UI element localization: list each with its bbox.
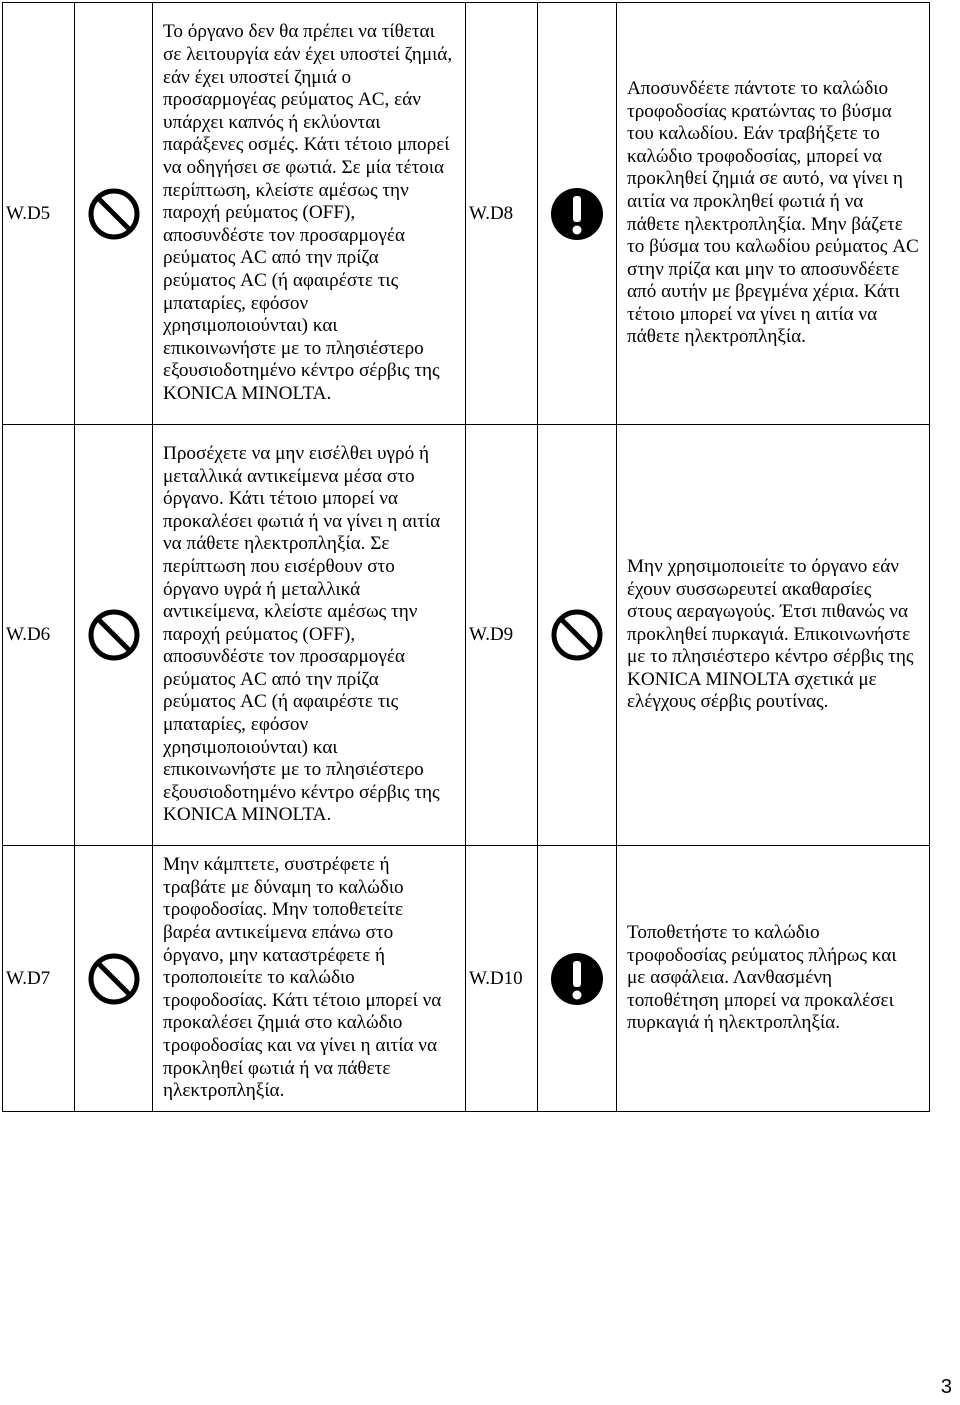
warning-text: Τοποθετήστε το καλώδιο τροφοδοσίας ρεύματος πλήρως και με ασφάλεια. Λανθασμένη τοποθέτηση μπορεί να προκαλέσει πυρκαγιά ή ηλεκτροπληξία. — [617, 846, 930, 1112]
prohibition-icon — [75, 3, 153, 425]
warning-code: W.D7 — [3, 846, 75, 1112]
warning-code: W.D6 — [3, 425, 75, 846]
warning-code: W.D10 — [466, 846, 538, 1112]
prohibition-icon — [75, 846, 153, 1112]
table-row — [3, 425, 930, 846]
warning-text: Μην χρησιμοποιείτε το όργανο εάν έχουν συσσωρευτεί ακαθαρσίες στους αεραγωγούς. Έτσι πιθανώς να προκληθεί πυρκαγιά. Επικοινωνήστε με το πλησιέστερο κέντρο σέρβις της KONICA MINOLTA σχετικά με ελέγχους σέρβις ρουτίνας. — [617, 425, 930, 846]
mandatory-action-icon — [538, 846, 617, 1112]
prohibition-icon — [538, 425, 617, 846]
warning-text: Προσέχετε να μην εισέλθει υγρό ή μεταλλικά αντικείμενα μέσα στο όργανο. Κάτι τέτοιο μπορεί να προκαλέσει φωτιά ή να γίνει η αιτία να πάθετε ηλεκτροπληξία. Σε περίπτωση που εισέρθουν στο όργανο υγρά ή μεταλλικά αντικείμενα, κλείστε αμέσως την παροχή ρεύματος (OFF), αποσυνδέστε τον προσαρμογέα ρεύματος AC από την πρίζα ρεύματος AC (ή αφαιρέστε τις μπαταρίες, εφόσον χρησιμοποιούνται) και επικοινωνήστε με το πλησιέστερο εξουσιοδοτημένο κέντρο σέρβις της KONICA MINOLTA. — [153, 425, 466, 846]
table-row — [3, 3, 930, 425]
warning-code: W.D9 — [466, 425, 538, 846]
warnings-table — [2, 2, 930, 1112]
warning-text: Μην κάμπτετε, συστρέφετε ή τραβάτε με δύναμη το καλώδιο τροφοδοσίας. Μην τοποθετείτε βαρέα αντικείμενα επάνω στο όργανο, μην καταστρέφετε ή τροποποιείτε το καλώδιο τροφοδοσίας. Κάτι τέτοιο μπορεί να προκαλέσει ζημιά στο καλώδιο τροφοδοσίας και να γίνει η αιτία να προκληθεί φωτιά ή να πάθετε ηλεκτροπληξία. — [153, 846, 466, 1112]
warning-code: W.D5 — [3, 3, 75, 425]
warning-text: Αποσυνδέετε πάντοτε το καλώδιο τροφοδοσίας κρατώντας το βύσμα του καλωδίου. Εάν τραβήξετε το καλώδιο τροφοδοσίας, μπορεί να προκληθεί ζημιά σε αυτό, να γίνει η αιτία να προκληθεί φωτιά ή να πάθετε ηλεκτροπληξία. Μην βάζετε το βύσμα του καλωδίου ρεύματος AC στην πρίζα και μην το αποσυνδέετε από αυτήν με βρεγμένα χέρια. Κάτι τέτοιο μπορεί να γίνει η αιτία να πάθετε ηλεκτροπληξία. — [617, 3, 930, 425]
mandatory-action-icon — [538, 3, 617, 425]
warning-code: W.D8 — [466, 3, 538, 425]
warning-text: Το όργανο δεν θα πρέπει να τίθεται σε λειτουργία εάν έχει υποστεί ζημιά, εάν έχει υποστεί ζημιά ο προσαρμογέας ρεύματος AC, εάν υπάρχει καπνός ή εκλύονται παράξενες οσμές. Κάτι τέτοιο μπορεί να οδηγήσει σε φωτιά. Σε μία τέτοια περίπτωση, κλείστε αμέσως την παροχή ρεύματος (OFF), αποσυνδέστε τον προσαρμογέα ρεύματος AC από την πρίζα ρεύματος AC (ή αφαιρέστε τις μπαταρίες, εφόσον χρησιμοποιούνται) και επικοινωνήστε με το πλησιέστερο εξουσιοδοτημένο κέντρο σέρβις της KONICA MINOLTA. — [153, 3, 466, 425]
page-number: 3 — [940, 1376, 952, 1398]
table-row — [3, 846, 930, 1112]
prohibition-icon — [75, 425, 153, 846]
